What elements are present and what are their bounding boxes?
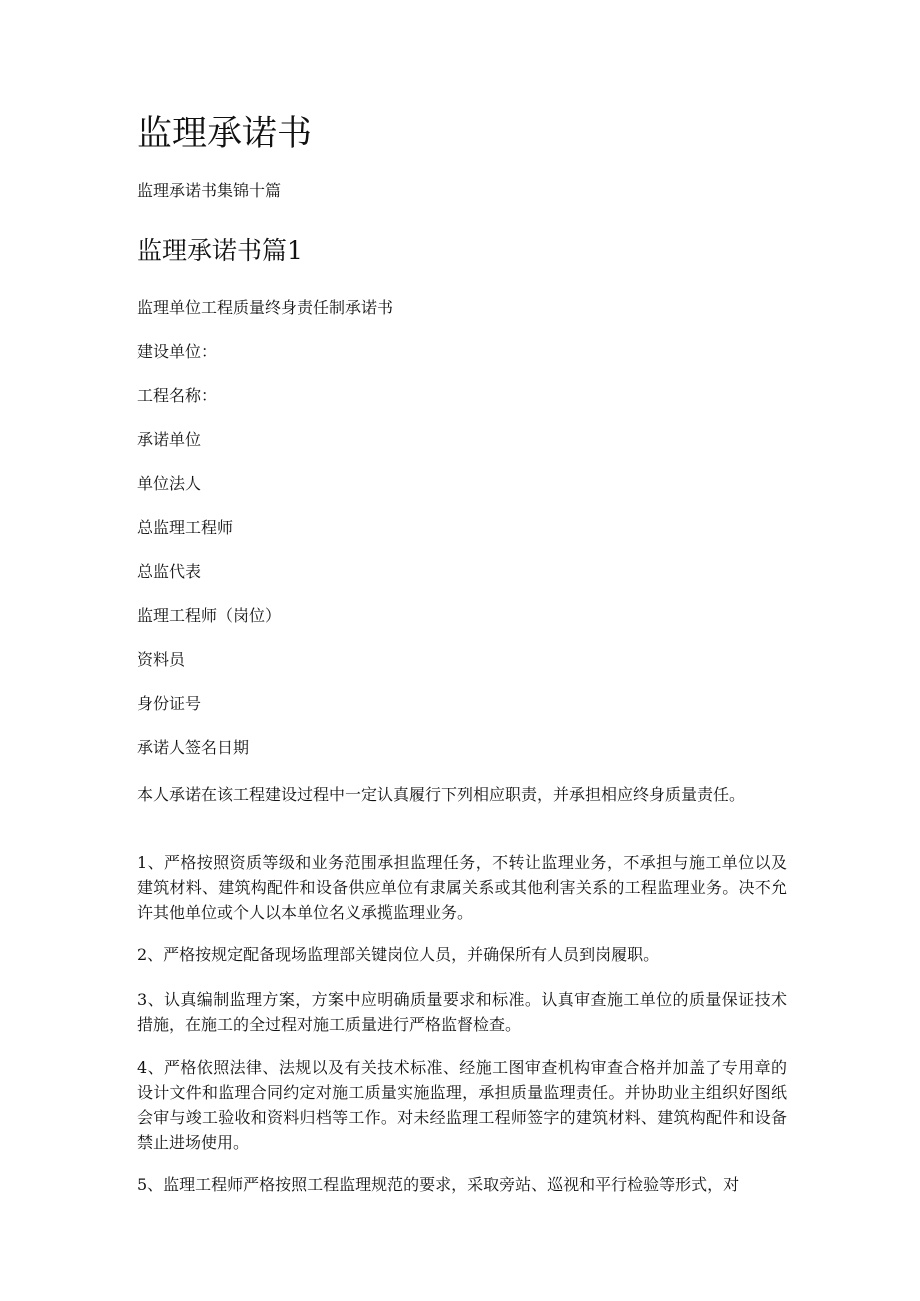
form-title-line: 监理单位工程质量终身责任制承诺书 — [137, 298, 394, 317]
form-line-signature-date: 承诺人签名日期 — [137, 738, 250, 757]
form-line-archivist: 资料员 — [137, 650, 186, 669]
form-line-chief-representative: 总监代表 — [137, 562, 202, 581]
form-line-chief-engineer: 总监理工程师 — [137, 518, 234, 537]
document-subtitle: 监理承诺书集锦十篇 — [137, 181, 282, 200]
form-line-project-name: 工程名称： — [137, 386, 218, 405]
form-line-builder: 建设单位： — [137, 342, 218, 361]
form-line-legal-person: 单位法人 — [137, 474, 202, 493]
form-line-id-number: 身份证号 — [137, 694, 202, 713]
paragraph-item-4: 4、严格依照法律、法规以及有关技术标准、经施工图审查机构审查合格并加盖了专用章的设计文件和监理合同约定对施工质量实施监理，承担质量监理责任。并协助业主组织好图纸会审与竣工验收和资料归档等工作。对未经监理工程师签字的建筑材料、建筑构配件和设备禁止进场使用。 — [137, 1058, 787, 1152]
paragraph-item-1: 1、严格按照资质等级和业务范围承担监理任务，不转让监理业务，不承担与施工单位以及建筑材料、建筑构配件和设备供应单位有隶属关系或其他利害关系的工程监理业务。决不允许其他单位或个人以本单位名义承揽监理业务。 — [137, 853, 787, 922]
form-line-pledging-unit: 承诺单位 — [137, 430, 202, 449]
document-title: 监理承诺书 — [137, 114, 313, 154]
form-line-supervising-engineer: 监理工程师（岗位） — [137, 606, 282, 625]
paragraph-intro: 本人承诺在该工程建设过程中一定认真履行下列相应职责，并承担相应终身质量责任。 — [137, 785, 746, 804]
paragraph-item-3: 3、认真编制监理方案，方案中应明确质量要求和标准。认真审查施工单位的质量保证技术措施，在施工的全过程对施工质量进行严格监督检查。 — [137, 990, 787, 1034]
paragraph-item-5: 5、监理工程师严格按照工程监理规范的要求，采取旁站、巡视和平行检验等形式，对 — [137, 1175, 740, 1194]
section-heading: 监理承诺书篇1 — [137, 236, 303, 265]
paragraph-item-2: 2、严格按规定配备现场监理部关键岗位人员，并确保所有人员到岗履职。 — [137, 945, 660, 964]
